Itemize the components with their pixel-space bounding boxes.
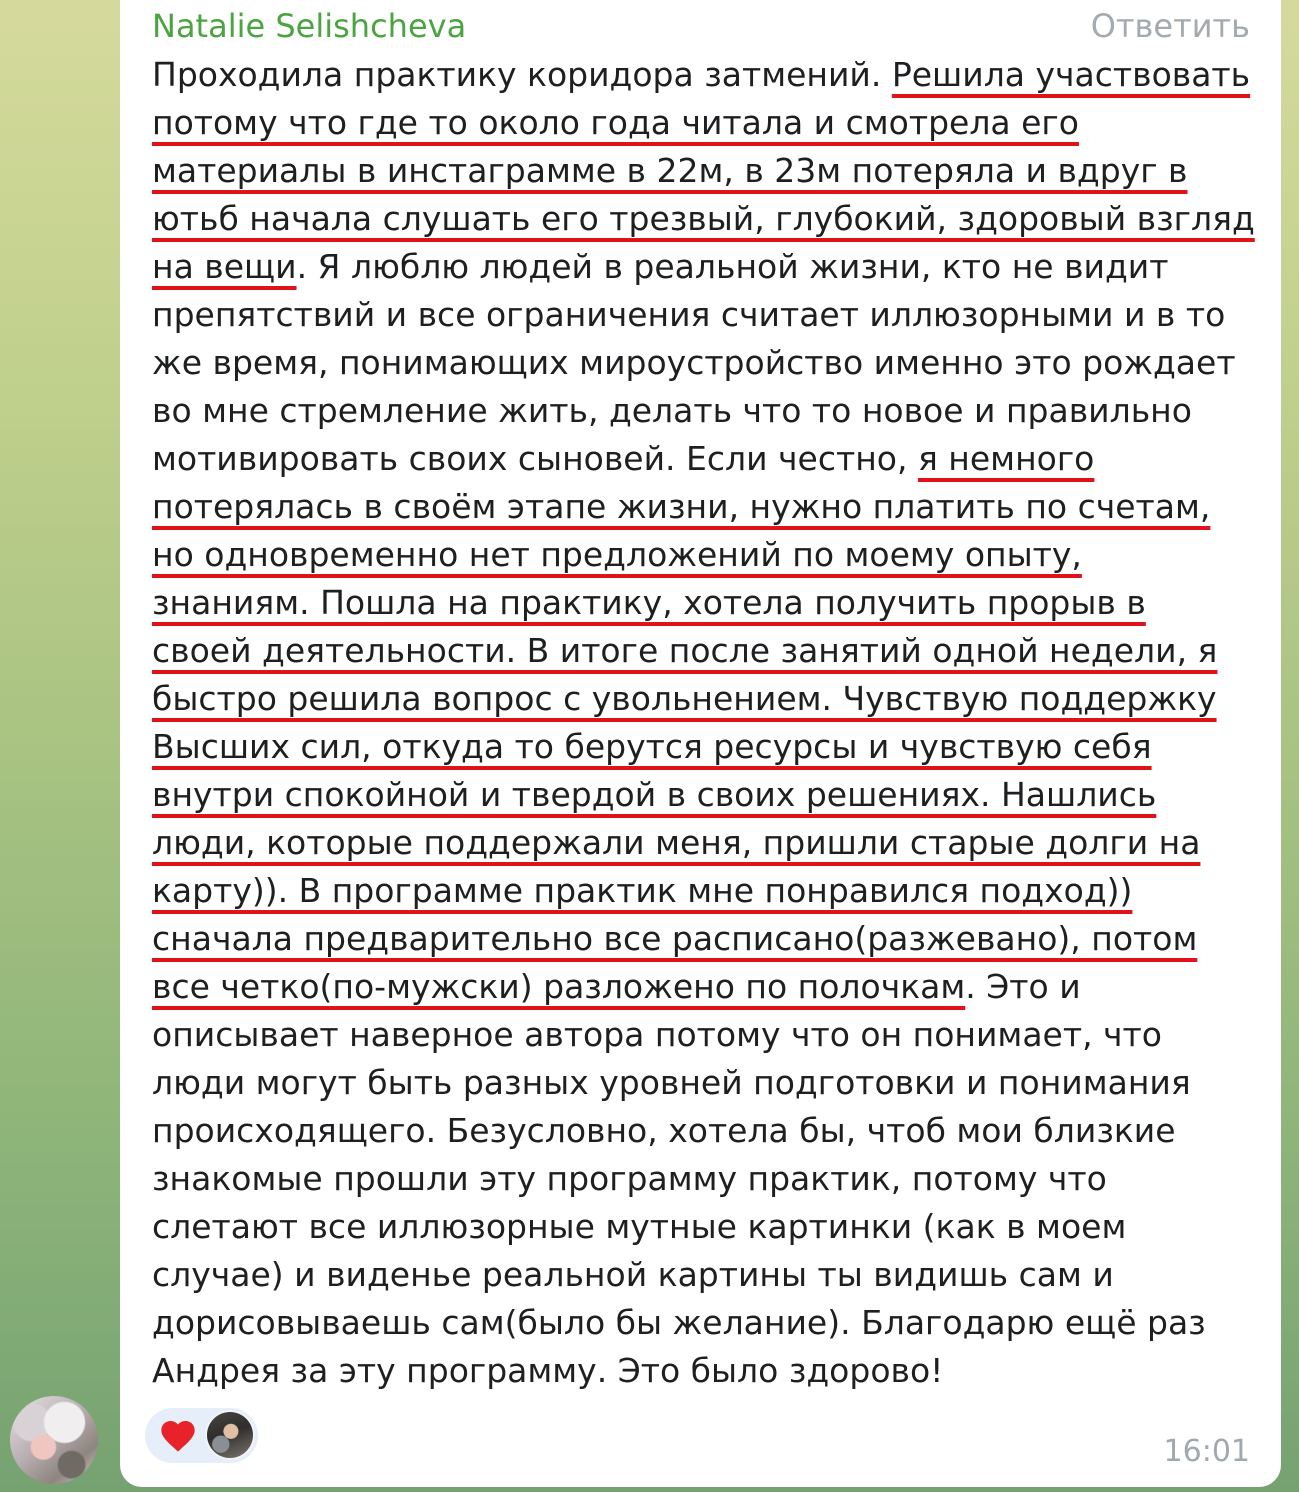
message-time: 16:01 [1163, 1434, 1250, 1469]
underlined-text: карту)). В программе практик мне понравился подход)) [152, 871, 1133, 910]
message-line [152, 51, 1255, 99]
message-line [152, 963, 1255, 1011]
underlined-text: Высших сил, откуда то берутся ресурсы и чувствую себя [152, 727, 1152, 766]
underlined-text: потому что где то около года читала и смотрела его [152, 103, 1079, 142]
text-segment: во мне стремление жить, делать что то новое и правильно [152, 391, 1192, 430]
underlined-text: но одновременно нет предложений по моему опыту, [152, 535, 1082, 574]
text-segment: слетают все иллюзорные мутные картинки (как в моем [152, 1207, 1127, 1246]
text-segment: Проходила практику коридора затмений. [152, 55, 892, 94]
underlined-text: все четко(по-мужски) разложено по полочкам [152, 967, 966, 1006]
message-line [152, 675, 1255, 723]
underlined-text: сначала предварительно все расписано(разжевано), потом [152, 919, 1198, 958]
underlined-text: потерялась в своём этапе жизни, нужно платить по счетам, [152, 487, 1211, 526]
message-line [152, 387, 1255, 435]
underlined-text: люди, которые поддержали меня, пришли старые долги на [152, 823, 1201, 862]
message-line [152, 1155, 1255, 1203]
message-line [152, 99, 1255, 147]
text-segment: . Я люблю людей в реальной жизни, кто не видит [296, 247, 1169, 286]
message-line [152, 195, 1255, 243]
text-segment: описывает наверное автора потому что он понимает, что [152, 1015, 1162, 1054]
sender-name[interactable]: Natalie Selishcheva [152, 7, 467, 45]
message-line [152, 627, 1255, 675]
underlined-text: Решила участвовать [891, 55, 1251, 94]
message-line [152, 1251, 1255, 1299]
underlined-text: на вещи [152, 247, 297, 286]
reaction-pill[interactable] [145, 1408, 258, 1463]
message-line [152, 243, 1255, 291]
reactor-avatar [207, 1412, 253, 1458]
underlined-text: материалы в инстаграмме в 22м, в 23м потеряла и вдруг в [152, 151, 1188, 190]
message-line [152, 147, 1255, 195]
message-line [152, 1203, 1255, 1251]
underlined-text: внутри спокойной и твердой в своих решениях. Нашлись [152, 775, 1157, 814]
message-bubble [120, 0, 1281, 1487]
text-segment: дорисовываешь сам(было бы желание). Благодарю ещё раз [152, 1303, 1206, 1342]
message-line [152, 915, 1255, 963]
text-segment: мотивировать своих сыновей. Если честно, [152, 439, 918, 478]
message-line [152, 435, 1255, 483]
text-segment: Андрея за эту программу. Это было здорово! [152, 1351, 944, 1390]
message-line [152, 771, 1255, 819]
message-line [152, 579, 1255, 627]
message-line [152, 483, 1255, 531]
underlined-text: я немного [917, 439, 1095, 478]
message-line [152, 723, 1255, 771]
text-segment: случае) и виденье реальной картины ты видишь сам и [152, 1255, 1114, 1294]
message-line [152, 1059, 1255, 1107]
message-line [152, 1347, 1255, 1395]
message-line [152, 1011, 1255, 1059]
message-line [152, 1299, 1255, 1347]
text-segment: происходящего. Безусловно, хотела бы, чтоб мои близкие [152, 1111, 1176, 1150]
text-segment: . Это и [965, 967, 1081, 1006]
text-segment: знакомые прошли эту программу практик, потому что [152, 1159, 1107, 1198]
sender-avatar[interactable] [10, 1396, 98, 1484]
underlined-text: ютьб начала слушать его трезвый, глубокий, здоровый взгляд [152, 199, 1255, 238]
text-segment: люди могут быть разных уровней подготовки и понимания [152, 1063, 1191, 1102]
message-line [152, 291, 1255, 339]
underlined-text: своей деятельности. В итоге после занятий одной недели, я [152, 631, 1218, 670]
message-line [152, 1107, 1255, 1155]
text-segment: же время, понимающих мироустройство именно это рождает [152, 343, 1236, 382]
reply-button[interactable]: Ответить [1090, 7, 1250, 45]
text-segment: препятствий и все ограничения считает иллюзорными и в то [152, 295, 1226, 334]
message-line [152, 867, 1255, 915]
underlined-text: быстро решила вопрос с увольнением. Чувствую поддержку [152, 679, 1217, 718]
message-text [152, 51, 1255, 1395]
message-line [152, 819, 1255, 867]
heart-icon [157, 1416, 199, 1456]
message-line [152, 339, 1255, 387]
message-line [152, 531, 1255, 579]
underlined-text: знаниям. Пошла на практику, хотела получить прорыв в [152, 583, 1146, 622]
